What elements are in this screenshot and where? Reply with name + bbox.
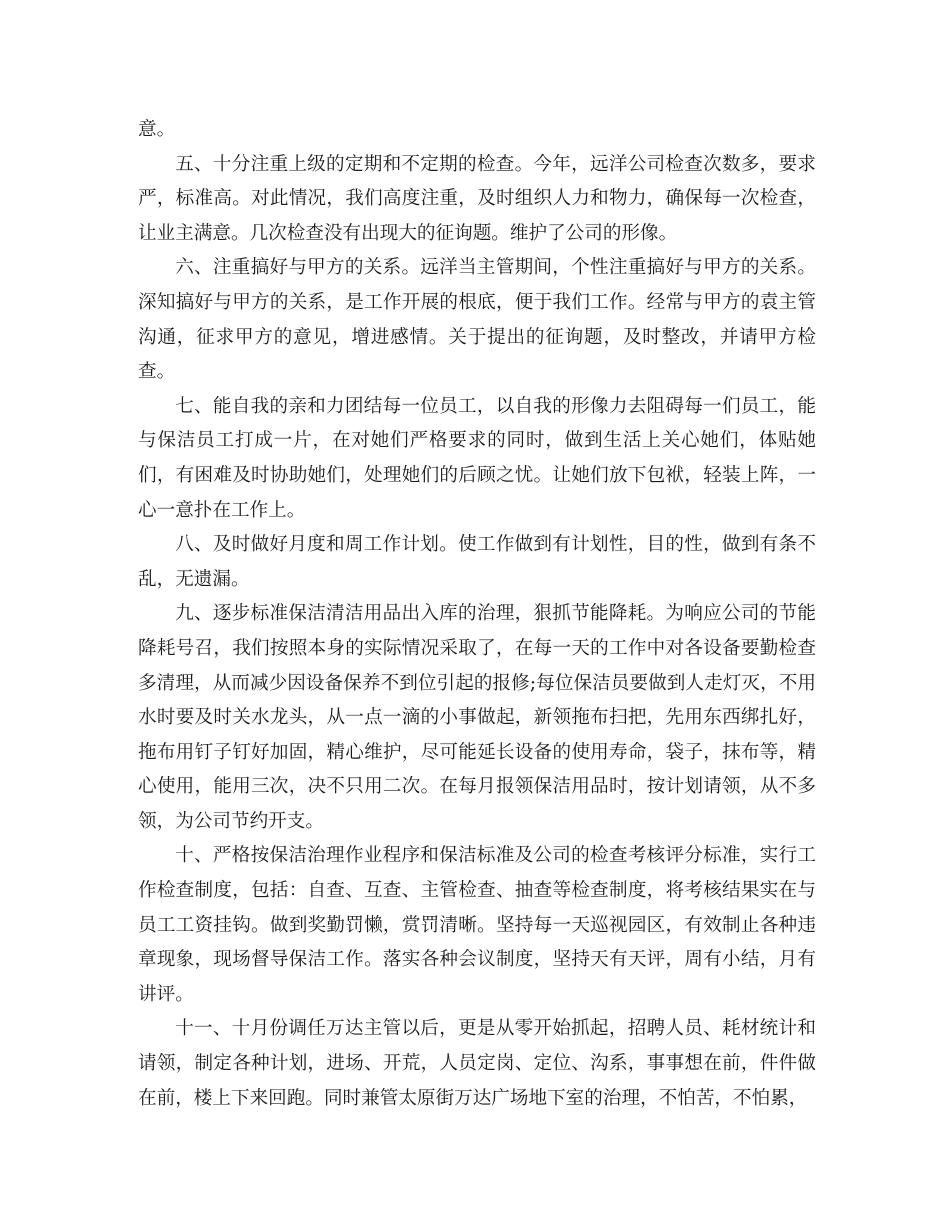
paragraph-continuation: 意。 <box>138 119 176 140</box>
paragraph-7-team-unity: 七、能自我的亲和力团结每一位员工，以自我的形像力去阻碍每一们员工，能与保洁员工打成一片，在对她们严格要求的同时，做到生活上关心她们，体贴她们，有困难及时协助她们，处理她们的后顾之忧。让她们放下包袱，轻装上阵，一心一意扑在工作上。 <box>138 395 816 521</box>
paragraph-8-work-plans: 八、及时做好月度和周工作计划。使工作做到有计划性，目的性，做到有条不乱，无遗漏。 <box>138 534 816 590</box>
paragraph-10-inspection-system: 十、严格按保洁治理作业程序和保洁标准及公司的检查考核评分标准，实行工作检查制度，包括：自查、互查、主管检查、抽查等检查制度，将考核结果实在与员工工资挂钩。做到奖勤罚懒，赏罚清晰。坚持每一天巡视园区，有效制止各种违章现象，现场督导保洁工作。落实各种会议制度，坚持天有天评，周有小结，月有讲评。 <box>138 845 816 1005</box>
paragraph-11-wanda-transfer: 十一、十月份调任万达主管以后，更是从零开始抓起，招聘人员、耗材统计和请领，制定各种计划，进场、开荒，人员定岗、定位、沟系，事事想在前，件件做在前，楼上下来回跑。同时兼管太原街万达广场地下室的治理，不怕苦，不怕累， <box>138 1018 816 1109</box>
document-body <box>138 113 816 1116</box>
paragraph-9-supplies-management: 九、逐步标准保洁清洁用品出入库的治理，狠抓节能降耗。为响应公司的节能降耗号召，我们按照本身的实际情况采取了，在每一天的工作中对各设备要勤检查多清理，从而减少因设备保养不到位引起的报修;每位保洁员要做到人走灯灭，不用水时要及时关水龙头，从一点一滴的小事做起，新领拖布扫把，先用东西绑扎好，拖布用钉子钉好加固，精心维护，尽可能延长设备的使用寿命，袋子，抹布等，精心使用，能用三次，决不只用二次。在每月报领保洁用品时，按计划请领，从不多领，为公司节约开支。 <box>138 603 816 832</box>
paragraph-6-client-relations: 六、注重搞好与甲方的关系。远洋当主管期间，个性注重搞好与甲方的关系。深知搞好与甲方的关系，是工作开展的根底，便于我们工作。经常与甲方的袁主管沟通，征求甲方的意见，增进感情。关于提出的征询题，及时整改，并请甲方检查。 <box>138 257 816 383</box>
paragraph-5-inspection: 五、十分注重上级的定期和不定期的检查。今年，远洋公司检查次数多，要求严，标准高。对此情况，我们高度注重，及时组织人力和物力，确保每一次检查，让业主满意。几次检查没有出现大的征询题。维护了公司的形像。 <box>138 153 816 244</box>
